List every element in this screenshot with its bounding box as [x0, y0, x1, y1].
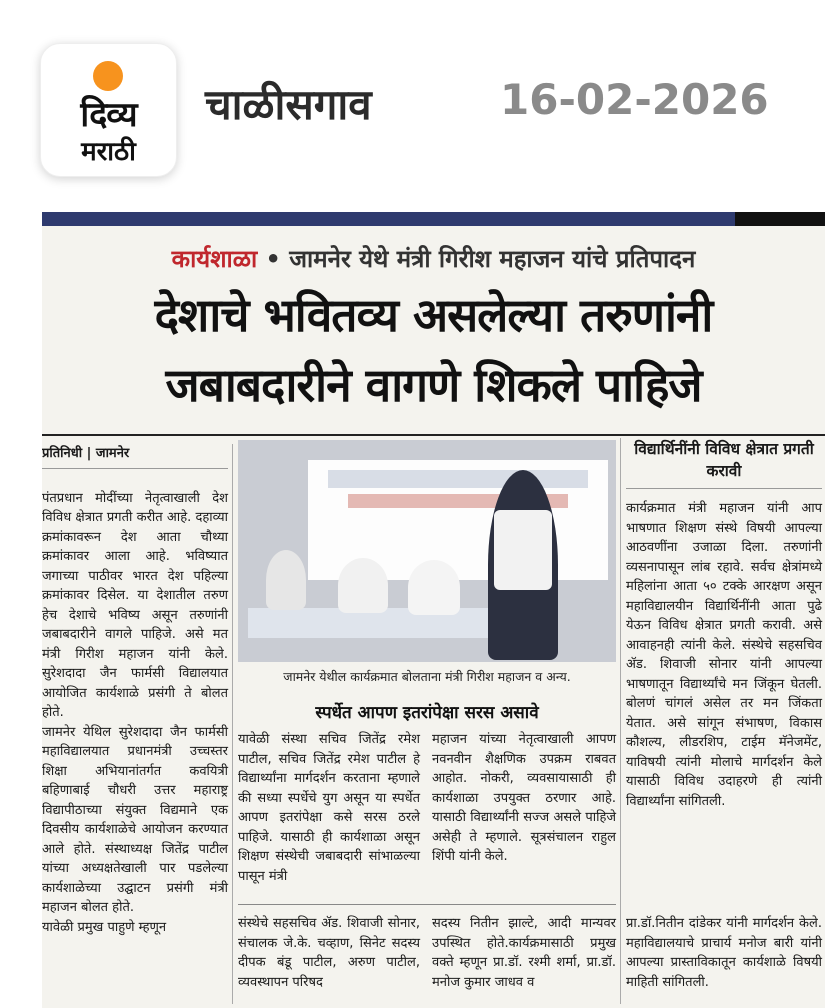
edition-city: चाळीसगाव [205, 80, 372, 129]
column-1 [42, 444, 228, 937]
photo-caption: जामनेर येथील कार्यक्रमात बोलताना मंत्री गिरीश महाजन व अन्य. [283, 669, 571, 684]
sidebar-heading: विद्यार्थिनींनी विविध क्षेत्रात प्रगती करावी [626, 438, 822, 489]
subheading: स्पर्धेत आपण इतरांपेक्षा सरस असावे [315, 703, 539, 723]
edition-date: 16-02-2026 [500, 75, 769, 124]
page-band [42, 212, 825, 226]
kicker [42, 242, 825, 275]
app-header [0, 0, 825, 210]
headline-line-1: देशाचे भवितव्य असलेल्या तरुणांनी [154, 288, 713, 342]
column-3: महाजन यांच्या नेतृत्वाखाली आपण नवनवीन शैक्षणिक उपक्रम राबवत आहोत. नोकरी, व्यवसायासाठी ही कार्यशाळा उपयुक्त ठरणार आहे. यासाठी विद्यार्थ्यांनी सज्ज असले पाहिजे असेही ते म्हणाले. सूत्रसंचालन राहुल शिंपी यांनी केले. [432, 732, 616, 864]
guest-figure [408, 560, 460, 615]
kicker-text: • जामनेर येथे मंत्री गिरीश महाजन यांचे प्रतिपादन [257, 245, 696, 273]
sidebar-column-lower: प्रा.डॉ.नितीन दांडेकर यांनी मार्गदर्शन केले. महाविद्यालयाचे प्राचार्य मनोज बारी यांनी आपल्या प्रास्ताविकातून कार्यशाळे विषयी माहिती सांगितली. [626, 916, 822, 990]
column-divider [232, 444, 233, 1004]
headline-rule [42, 434, 825, 436]
logo-text-bottom: मराठी [81, 137, 136, 167]
column-3-lower: सदस्य नितीन झाल्टे, आदी मान्यवर उपस्थित होते.कार्यक्रमासाठी प्रमुख वक्ते म्हणून प्रा.डॉ. रश्मी शर्मा, प्रा.डॉ. मनोज कुमार जाधव व [432, 916, 616, 990]
kicker-label: कार्यशाळा [171, 245, 258, 273]
column-2: यावेळी संस्था सचिव जितेंद्र रमेश पाटील, सचिव जितेंद्र रमेश पाटील हे विद्यार्थ्यांना मार्गदर्शन करताना म्हणाले की सध्या स्पर्धेचे युग असून या स्पर्धेत आपण इतरांपेक्षा कसे सरस ठरले पाहिजे. यासाठी ही कार्यशाळा असून शिक्षण संस्थेची जबाबदारी सांभाळल्या पासून मंत्री [238, 732, 420, 884]
sidebar-column [626, 438, 822, 811]
headline-line-2: जबाबदारीने वागणे शिकले पाहिजे [165, 358, 702, 412]
divya-marathi-logo[interactable] [40, 43, 177, 177]
newspaper-clipping [42, 212, 825, 1008]
guest-figure [338, 558, 388, 613]
logo-text-top: दिव्य [80, 95, 137, 135]
event-photo [238, 440, 616, 662]
column-divider [620, 438, 621, 1004]
guest-figure [266, 550, 306, 610]
col1-paragraph-3: यावेळी प्रमुख पाहुणे म्हणून [42, 919, 167, 935]
speaker-figure [488, 470, 558, 660]
sun-icon [93, 61, 123, 91]
byline: प्रतिनिधी | जामनेर [42, 444, 228, 469]
section-divider [238, 904, 616, 905]
sidebar-text: कार्यक्रमात मंत्री महाजन यांनी आप भाषणात शिक्षण संस्थे विषयी आपल्या आठवणींना उजाळा दिला. तरुणांनी व्यसनापासून लांब रहावे. सर्वच क्षेत्रांमध्ये महिलांना आता ५० टक्के आरक्षण असून महाविद्यालयीन विद्यार्थिनींनी आता पुढे येऊन विविध क्षेत्रात प्रगती करावी. असे आवाहनही त्यांनी केले. संस्थेचे सहसचिव ॲड. शिवाजी सोनार यांनी आपल्या भाषणातून विद्यार्थ्यांचे मन जिंकून घेतली. बोलणं चांगलं असेल तर मन जिंकता येतात. असे सांगून संभाषण, विकास कौशल्य, लीडरशिप, टाईम मॅनेजमेंट, याविषयी त्यांनी मोलाचे मार्गदर्शन केले यासाठी विविध उदाहरणे ही त्यांनी विद्यार्थ्यांना सांगितली. [626, 501, 822, 809]
col1-paragraph-1: पंतप्रधान मोदींच्या नेतृत्वाखाली देश विविध क्षेत्रात प्रगती करीत आहे. दहाव्या क्रमांकावरून देश आता चौथ्या क्रमांकावर आला आहे. भविष्यात जगाच्या पाठीवर भारत देश पहिल्या क्रमांकावर दिसेल. या देशातील तरुण हेच देशाचे भविष्य असून तरुणांनी जबाबदारीने वागले पाहिजे. असे मत मंत्री गिरीश महाजन यांनी केले. सुरेशदादा जैन फार्मसी विद्यालयात आयोजित कार्यशाळे प्रसंगी ते बोलत होते. [42, 490, 228, 720]
col1-paragraph-2: जामनेर येथिल सुरेशदादा जैन फार्मसी महाविद्यालयात प्रधानमंत्री उच्चस्तर शिक्षा अभियानांतर्गत कवयित्री बहिणाबाई चौधरी उत्तर महाराष्ट्र विद्यापीठाच्या संयुक्त विद्यमाने एक दिवसीय कार्यशाळेचे आयोजन करण्यात आले होते. संस्थाध्यक्ष जितेंद्र पाटील यांच्या अध्यक्षतेखाली पार पडलेल्या कार्यशाळेच्या उद्घाटन प्रसंगी मंत्री महाजन बोलत होते. [42, 724, 228, 915]
column-2-lower: संस्थेचे सहसचिव ॲड. शिवाजी सोनार, संचालक जे.के. चव्हाण, सिनेट सदस्य दीपक बंडू पाटील, अरुण पाटील, व्यवस्थापन परिषद [238, 916, 420, 990]
